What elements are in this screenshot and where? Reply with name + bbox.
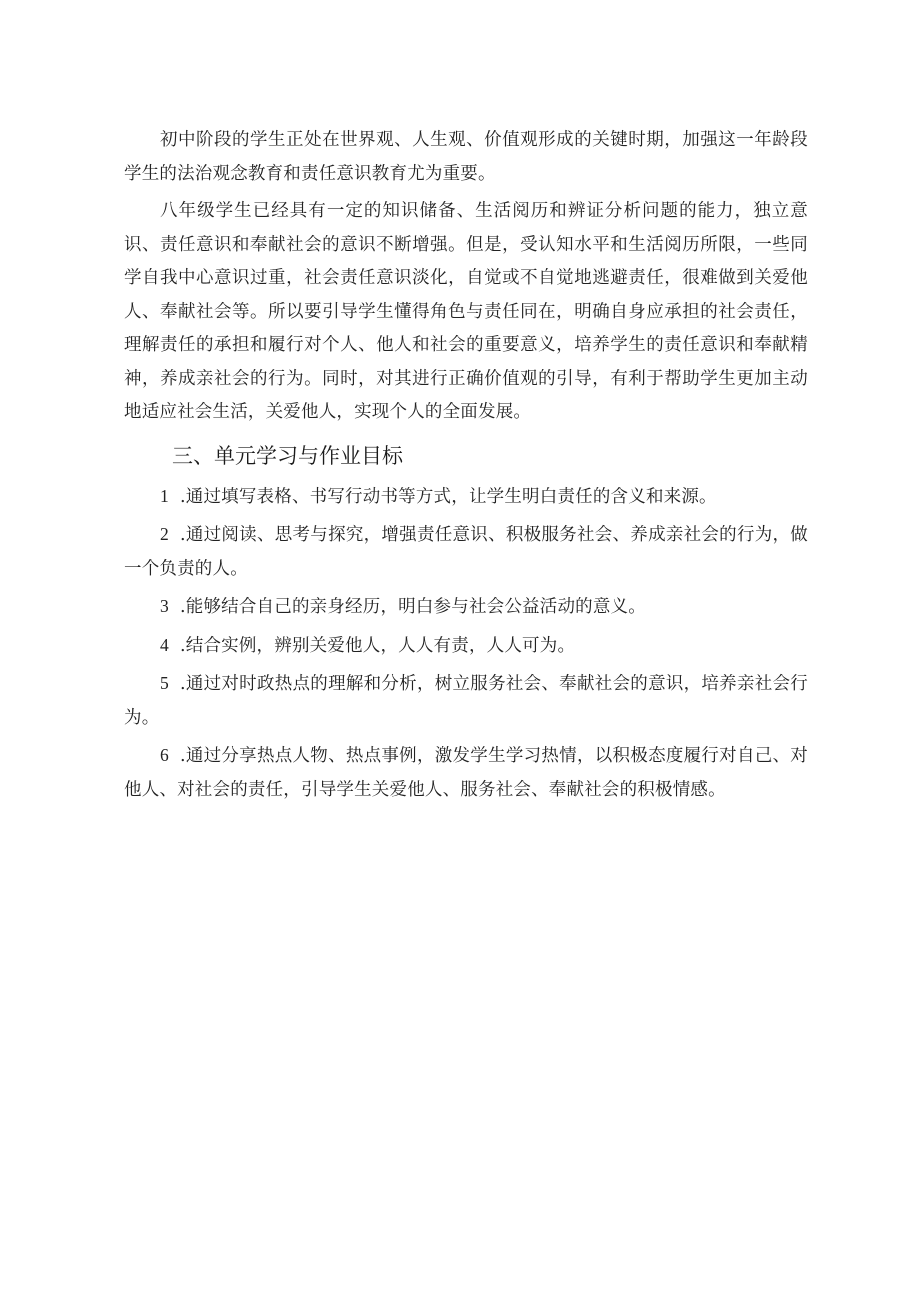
objective-text: .结合实例，辨别关爱他人，人人有责，人人可为。 — [180, 635, 576, 656]
section-heading: 三、单元学习与作业目标 — [172, 443, 403, 468]
objective-text: .通过填写表格、书写行动书等方式，让学生明白责任的含义和来源。 — [180, 486, 717, 507]
objective-item-3 — [124, 590, 808, 625]
objective-item-4 — [124, 629, 808, 664]
intro-paragraph-1: 初中阶段的学生正处在世界观、人生观、价值观形成的关键时期，加强这一年龄段学生的法治观念教育和责任意识教育尤为重要。 — [124, 130, 808, 184]
objective-text: .通过分享热点人物、热点事例，激发学生学习热情，以积极态度履行对自己、对他人、对社会的责任，引导学生关爱他人、服务社会、奉献社会的积极情感。 — [124, 746, 808, 800]
objective-number: 1 — [160, 485, 169, 506]
document-body — [124, 124, 808, 811]
objective-item-2 — [124, 518, 808, 586]
objective-number: 6 — [160, 745, 169, 765]
objective-number: 2 — [160, 524, 169, 544]
objective-text: .通过阅读、思考与探究，增强责任意识、积极服务社会、养成亲社会的行为，做一个负责的人。 — [124, 525, 808, 579]
objective-number: 5 — [160, 673, 169, 693]
objective-item-6 — [124, 739, 808, 807]
intro-paragraph-2: 八年级学生已经具有一定的知识储备、生活阅历和辨证分析问题的能力，独立意识、责任意识和奉献社会的意识不断增强。但是，受认知水平和生活阅历所限，一些同学自我中心意识过重，社会责任意识淡化，自觉或不自觉地逃避责任，很难做到关爱他人、奉献社会等。所以要引导学生懂得角色与责任同在，明确自身应承担的社会责任，理解责任的承担和履行对个人、他人和社会的重要意义，培养学生的责任意识和奉献精神，养成亲社会的行为。同时，对其进行正确价值观的引导，有利于帮助学生更加主动地适应社会生活，关爱他人，实现个人的全面发展。 — [124, 201, 808, 422]
objective-text: .通过对时政热点的理解和分析，树立服务社会、奉献社会的意识，培养亲社会行为。 — [124, 674, 808, 728]
objective-item-1 — [124, 480, 808, 515]
objective-item-5 — [124, 667, 808, 735]
objective-number: 4 — [160, 634, 169, 655]
objective-text: .能够结合自己的亲身经历，明白参与社会公益活动的意义。 — [180, 597, 646, 617]
objective-number: 3 — [160, 596, 169, 616]
